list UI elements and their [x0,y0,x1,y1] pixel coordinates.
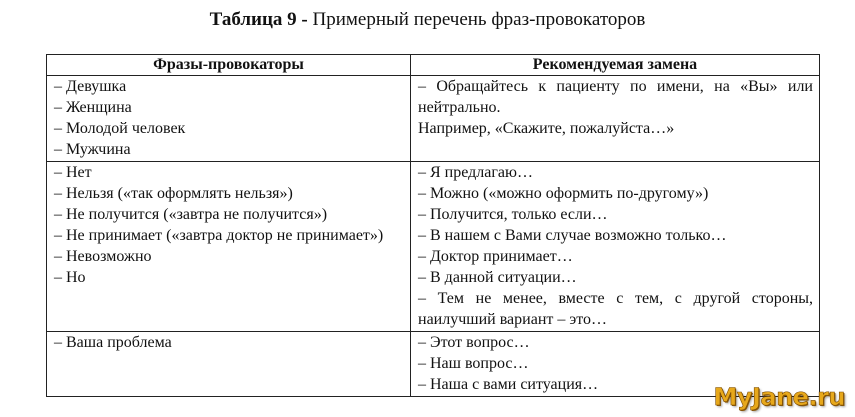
replacement-item: – В данной ситуации… [418,269,577,286]
replacement-item: – Наш вопрос… [418,355,529,372]
phrase-item: – Не получится («завтра не получится») [54,206,328,223]
replacement-item: – Обращайтесь к пациенту по имени, на «Вы» или нейтрально. [418,78,813,116]
replacement-cell [411,162,820,332]
column-header-phrases: Фразы-провокаторы [47,55,411,76]
replacement-item: – Я предлагаю… [418,164,533,181]
phrase-item: – Невозможно [54,248,152,265]
replacement-cell [411,76,820,162]
table-row [47,162,820,332]
replacement-item: Например, «Скажите, пожалуйста…» [418,120,675,137]
phrase-item: – Женщина [54,99,132,116]
phrases-table [46,54,820,397]
replacement-item: – Тем не менее, вместе с тем, с другой стороны, наилучший вариант – это… [418,290,813,328]
phrase-item: – Нет [54,164,92,181]
phrases-cell [47,162,411,332]
phrase-item: – Мужчина [54,141,131,158]
site-watermark-logo: MyJane.ru [713,383,845,411]
table-row [47,332,820,397]
replacement-item: – Наша с вами ситуация… [418,376,599,393]
phrases-cell [47,76,411,162]
column-header-replacement: Рекомендуемая замена [411,55,820,76]
phrase-item: – Не принимает («завтра доктор не принимает») [54,227,384,244]
table-title: Примерный перечень фраз-провокаторов [312,9,646,30]
phrase-item: – Но [54,269,86,286]
table-header-row [47,55,820,76]
phrase-item: – Девушка [54,78,127,95]
replacement-item: – Получится, только если… [418,206,608,223]
replacement-item: – Можно («можно оформить по-другому») [418,185,709,202]
table-caption [0,8,855,32]
phrase-item: – Ваша проблема [54,334,172,351]
replacement-item: – В нашем с Вами случае возможно только… [418,227,727,244]
table-number: Таблица 9 - [209,9,308,30]
table-row [47,76,820,162]
replacement-item: – Этот вопрос… [418,334,530,351]
phrase-item: – Нельзя («так оформлять нельзя») [54,185,293,202]
phrase-item: – Молодой человек [54,120,186,137]
phrases-cell [47,332,411,397]
replacement-item: – Доктор принимает… [418,248,573,265]
